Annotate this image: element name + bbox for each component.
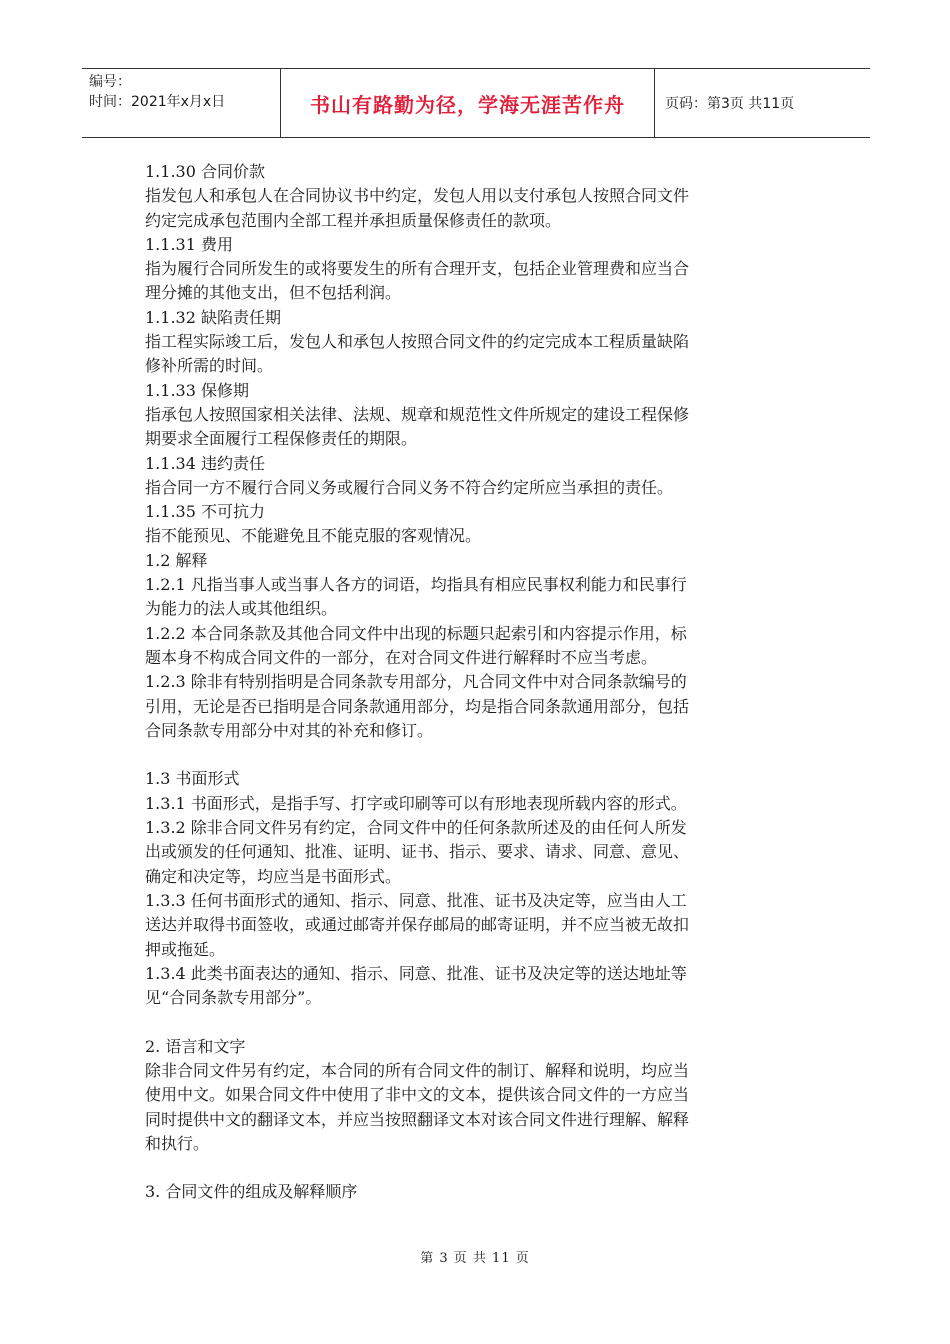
text-line: 1.1.30 合同价款 [145, 162, 265, 181]
text-line: 1.2 解释 [145, 550, 208, 570]
text-line: 使用中文。如果合同文件中使用了非中文的文本，提供该合同文件的一方应当 [145, 1085, 690, 1105]
text-line: 出或颁发的任何通知、批准、证明、证书、指示、要求、请求、同意、意见、 [145, 842, 690, 862]
text-line: 确定和决定等，均应当是书面形式。 [145, 866, 402, 886]
paragraph-gap [145, 1010, 805, 1034]
text-line: 引用，无论是否已指明是合同条款通用部分，均是指合同条款通用部分，包括 [145, 696, 690, 716]
document-time-label: 时间：2021年x月x日 [89, 94, 226, 110]
paragraph-gap [145, 1156, 805, 1180]
text-line: 2. 语言和文字 [145, 1036, 246, 1056]
text-line: 题本身不构成合同文件的一部分，在对合同文件进行解释时不应当考虑。 [145, 647, 658, 667]
text-line: 修补所需的时间。 [145, 356, 274, 376]
text-line: 合同条款专用部分中对其的补充和修订。 [145, 720, 434, 740]
text-line: 1.2.1 凡指当事人或当事人各方的词语，均指具有相应民事权利能力和民事行 [145, 575, 687, 595]
text-line: 1.1.32 缺陷责任期 [145, 307, 281, 327]
header-motto: 书山有路勤为径，学海无涯苦作舟 [281, 69, 655, 137]
document-body [145, 160, 805, 1205]
page-footer: 第 3 页 共 11 页 [420, 1251, 530, 1266]
text-line: 指为履行合同所发生的或将要发生的所有合理开支，包括企业管理费和应当合 [145, 259, 690, 279]
header-meta [82, 69, 281, 137]
text-line: 1.3.3 任何书面形式的通知、指示、同意、批准、证书及决定等，应当由人工 [145, 890, 687, 910]
text-line: 和执行。 [145, 1133, 210, 1153]
text-line: 送达并取得书面签收，或通过邮寄并保存邮局的邮寄证明，并不应当被无故扣 [145, 915, 690, 935]
text-line: 1.3.1 书面形式，是指手写、打字或印刷等可以有形地表现所载内容的形式。 [145, 793, 687, 813]
text-line: 约定完成承包范围内全部工程并承担质量保修责任的款项。 [145, 210, 562, 230]
text-line: 指工程实际竣工后，发包人和承包人按照合同文件的约定完成本工程质量缺陷 [145, 332, 690, 352]
text-line: 1.2.3 除非有特别指明是合同条款专用部分，凡合同文件中对合同条款编号的 [145, 672, 687, 692]
text-line: 1.3 书面形式 [145, 769, 240, 789]
document-number-label: 编号： [89, 74, 131, 90]
text-line: 指合同一方不履行合同义务或履行合同义务不符合约定所应当承担的责任。 [145, 477, 674, 497]
text-line: 指发包人和承包人在合同协议书中约定，发包人用以支付承包人按照合同文件 [145, 186, 690, 206]
text-line: 押或拖延。 [145, 939, 226, 959]
text-line: 同时提供中文的翻译文本，并应当按照翻译文本对该合同文件进行理解、解释 [145, 1109, 690, 1129]
text-line: 1.3.4 此类书面表达的通知、指示、同意、批准、证书及决定等的送达地址等 [145, 963, 687, 983]
text-line: 除非合同文件另有约定，本合同的所有合同文件的制订、解释和说明，均应当 [145, 1060, 690, 1080]
text-line: 1.2.2 本合同条款及其他合同文件中出现的标题只起索引和内容提示作用，标 [145, 623, 687, 643]
text-line: 为能力的法人或其他组织。 [145, 599, 338, 619]
header-page-info: 页码：第3页 共11页 [665, 96, 795, 112]
paragraph-gap [145, 743, 805, 767]
text-line: 见“合同条款专用部分”。 [145, 988, 322, 1008]
text-line: 理分摊的其他支出，但不包括利润。 [145, 283, 402, 303]
text-line: 1.1.31 费用 [145, 234, 233, 254]
text-line: 1.1.34 违约责任 [145, 453, 265, 473]
text-line: 1.3.2 除非合同文件另有约定，合同文件中的任何条款所述及的由任何人所发 [145, 818, 687, 838]
page-header [82, 68, 870, 138]
text-line: 1.1.33 保修期 [145, 380, 249, 400]
text-line: 指承包人按照国家相关法律、法规、规章和规范性文件所规定的建设工程保修 [145, 404, 690, 424]
text-line: 1.1.35 不可抗力 [145, 502, 265, 522]
text-line: 指不能预见、不能避免且不能克服的客观情况。 [145, 526, 482, 546]
text-line: 期要求全面履行工程保修责任的期限。 [145, 429, 418, 449]
text-line: 3. 合同文件的组成及解释顺序 [145, 1182, 358, 1202]
